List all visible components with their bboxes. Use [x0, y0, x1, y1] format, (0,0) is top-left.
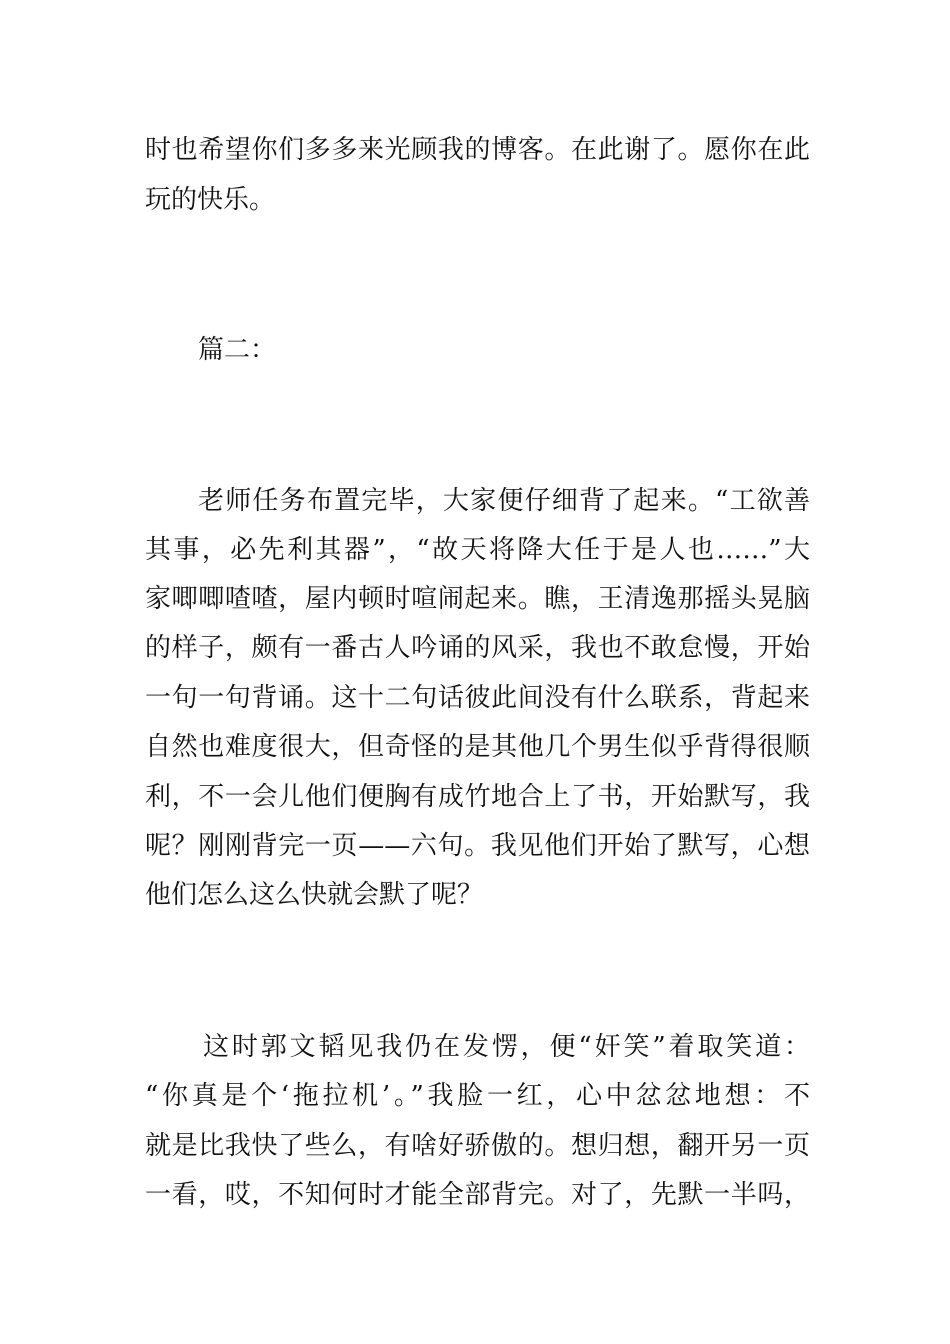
paragraph-line: 一看，哎，不知何时才能全部背完。对了，先默一半吗，: [145, 1180, 810, 1210]
paragraph-line: 利，不一会儿他们便胸有成竹地合上了书，开始默写，我: [145, 782, 810, 812]
intro-line: 玩的快乐。: [145, 185, 276, 215]
paragraph-line: 自然也难度很大，但奇怪的是其他几个男生似乎背得很顺: [145, 732, 810, 762]
paragraph-line: 这时郭文韬见我仍在发愣，便“奸笑”着取笑道：: [203, 1032, 810, 1062]
paragraph-line: 一句一句背诵。这十二句话彼此间没有什么联系，背起来: [145, 683, 810, 713]
section-heading: 篇二：: [198, 335, 277, 365]
intro-line: 时也希望你们多多来光顾我的博客。在此谢了。愿你在此: [145, 135, 810, 165]
paragraph-line: 的样子，颇有一番古人吟诵的风采，我也不敢怠慢，开始: [145, 633, 810, 663]
paragraph-line: 其事，必先利其器”，“故天将降大任于是人也……”大: [145, 535, 810, 565]
paragraph-line: 就是比我快了些么，有啥好骄傲的。想归想，翻开另一页: [145, 1131, 810, 1161]
paragraph-line: “你真是个‘拖拉机’。”我脸一红，心中忿忿地想：不: [145, 1081, 810, 1111]
paragraph-line: 呢？刚刚背完一页——六句。我见他们开始了默写，心想: [145, 831, 810, 861]
paragraph-line: 老师任务布置完毕，大家便仔细背了起来。“工欲善: [198, 486, 810, 516]
paragraph-line: 他们怎么这么快就会默了呢？: [145, 880, 484, 910]
paragraph-line: 家唧唧喳喳，屋内顿时喧闹起来。瞧，王清逸那摇头晃脑: [145, 584, 810, 614]
